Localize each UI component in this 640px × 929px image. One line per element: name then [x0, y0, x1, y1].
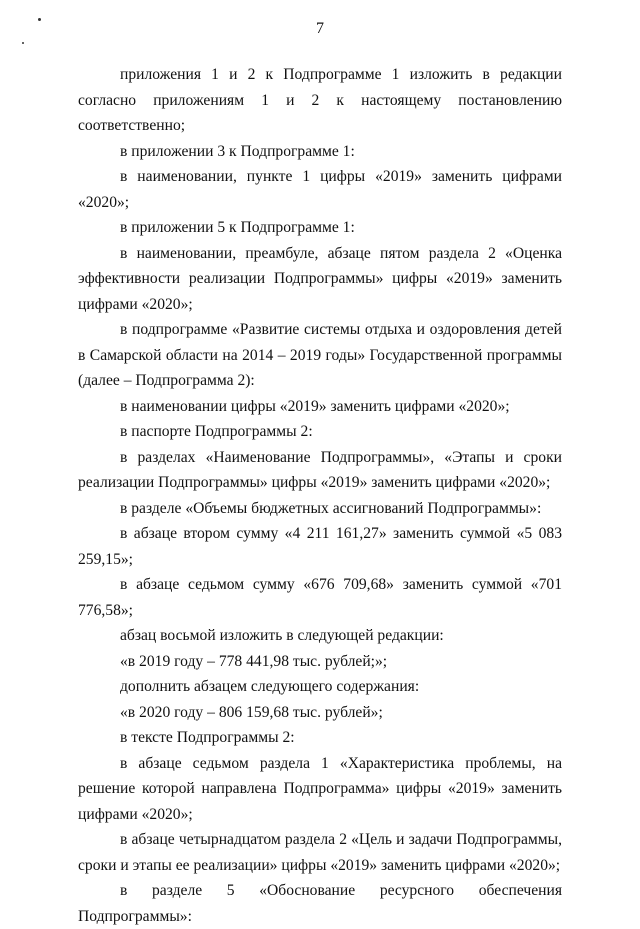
paragraph: в приложении 5 к Подпрограмме 1:: [120, 219, 355, 236]
paragraph: дополнить абзацем следующего содержания:: [120, 678, 420, 695]
paragraph: в абзаце седьмом раздела 1 «Характеристика проблемы, на решение которой направлена Подпрограмма» цифры «2019» заменить цифрами «2020»;: [78, 754, 562, 823]
paragraph: в наименовании, пункте 1 цифры «2019» заменить цифрами «2020»;: [78, 168, 562, 211]
paragraph: в разделе 5 «Обоснование ресурсного обеспечения Подпрограммы»:: [78, 882, 562, 925]
paragraph: в абзаце четырнадцатом раздела 2 «Цель и задачи Подпрограммы, сроки и этапы ее реализации» цифры «2019» заменить цифрами «2020»;: [78, 831, 562, 874]
paragraph: приложения 1 и 2 к Подпрограмме 1 изложить в редакции согласно приложениям 1 и 2 к настоящему постановлению соответственно;: [78, 66, 562, 134]
document-body: [78, 62, 562, 929]
paragraph: в тексте Подпрограммы 2:: [120, 729, 295, 746]
paragraph: в приложении 3 к Подпрограмме 1:: [120, 142, 355, 160]
paragraph: в паспорте Подпрограммы 2:: [120, 423, 313, 440]
paragraph: в разделе «Объемы бюджетных ассигнований Подпрограммы»:: [120, 499, 542, 517]
scan-speck: [22, 42, 24, 44]
page-number: 7: [316, 20, 324, 37]
paragraph: абзац восьмой изложить в следующей редакции:: [120, 627, 444, 644]
paragraph: в разделах «Наименование Подпрограммы», «Этапы и сроки реализации Подпрограммы» цифры «2019» заменить цифрами «2020»;: [78, 448, 562, 491]
paragraph: в подпрограмме «Развитие системы отдыха и оздоровления детей в Самарской области на 2014 – 2019 годы» Государственной программы (далее – Подпрограмма 2):: [78, 321, 562, 389]
paragraph: «в 2019 году – 778 441,98 тыс. рублей;»;: [120, 652, 388, 670]
paragraph: «в 2020 году – 806 159,68 тыс. рублей»;: [120, 703, 383, 721]
paragraph: в наименовании, преамбуле, абзаце пятом раздела 2 «Оценка эффективности реализации Подпрограммы» цифры «2019» заменить цифрами «2020»;: [78, 244, 562, 313]
paragraph: в наименовании цифры «2019» заменить цифрами «2020»;: [120, 397, 510, 415]
paragraph: в абзаце втором сумму «4 211 161,27» заменить суммой «5 083 259,15»;: [78, 525, 562, 568]
scan-speck: [38, 18, 41, 21]
paragraph: в абзаце седьмом сумму «676 709,68» заменить суммой «701 776,58»;: [78, 576, 562, 619]
